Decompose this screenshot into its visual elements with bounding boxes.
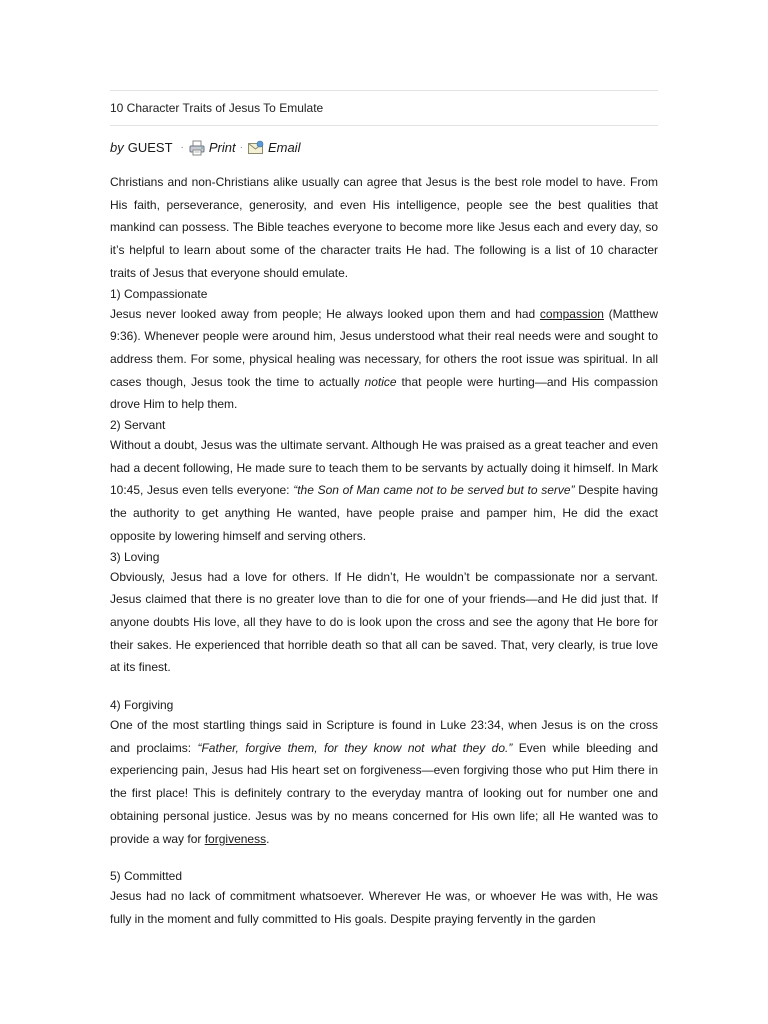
text-span: One of the most startling things said in Scripture is found in Luke 23:34, when Jesus is on the cross and proclaims: [110,718,658,755]
compassion-link[interactable]: compassion [539,306,604,321]
byline-separator: · [180,142,184,153]
author-name: GUEST [127,140,173,155]
print-button[interactable] [188,140,236,156]
section-heading-compassionate: 1) Compassionate [110,286,208,301]
article-body [110,171,658,931]
envelope-icon [247,140,265,156]
section-body-committed: Jesus had no lack of commitment whatsoever. Wherever He was, or whoever He was with, He was fully in the moment and fully committed to His goals. Despite praying fervently in the garden [110,889,658,926]
byline-by: by [110,140,124,155]
title-divider [110,125,658,126]
paragraph-gap [110,679,658,696]
section-heading-forgiving: 4) Forgiving [110,698,174,713]
printer-icon [188,140,206,156]
section-body-servant [110,434,658,548]
section-heading-servant: 2) Servant [110,418,166,433]
intro-paragraph: Christians and non-Christians alike usually can agree that Jesus is the best role model to have. From His faith, perseverance, generosity, and even His intelligence, people see the best qualities that mankind can possess. The Bible teaches everyone to become more like Jesus each and every day, so it’s helpful to learn about some of the character traits He had. The following is a list of 10 character traits of Jesus that everyone should emulate. [110,175,658,280]
article-title: 10 Character Traits of Jesus To Emulate [110,101,324,115]
byline-separator-2: · [239,142,243,153]
quote-mark-10-45: “the Son of Man came not to be served but to serve” [293,483,575,498]
section-body-loving: Obviously, Jesus had a love for others. If He didn’t, He wouldn’t be compassionate nor a servant. Jesus claimed that there is no greater love than to die for one of your friends—and He did just that. If anyone doubts His love, all they have to do is look upon the cross and see the agony that He bore for their sakes. He experienced that horrible death so that all can be saved. That, very clearly, is true love at its finest. [110,569,658,675]
print-label: Print [208,140,236,155]
quote-luke-23-34: “Father, forgive them, for they know not what they do.” [197,740,513,755]
article [110,90,658,931]
section-heading-committed: 5) Committed [110,869,183,884]
section-body-compassionate [110,303,658,417]
byline [110,137,658,159]
text-span: . [266,831,270,846]
text-span: that people were hurting—and His compassion drove Him to help them. [110,374,658,412]
paragraph-gap [110,850,658,867]
text-span: (Matthew 9:36). Whenever people were around him, Jesus understood what their real needs were and sought to address them. For some, physical healing was necessary, for others the root issue was spiritual. In all cases though, Jesus took the time to actually [110,306,658,389]
emphasis-notice: notice [364,374,397,389]
section-body-forgiving [110,714,658,850]
email-button[interactable] [247,140,301,156]
email-label: Email [267,140,301,155]
text-span: Even while bleeding and experiencing pain, Jesus had His heart set on forgiveness—even forgiving those who put Him there in the first place! This is definitely contrary to the everyday mantra of looking out for number one and obtaining personal justice. Jesus was by no means concerned for His own life; all He wanted was to provide a way for [110,740,658,846]
section-heading-loving: 3) Loving [110,549,160,564]
forgiveness-link[interactable]: forgiveness [204,831,267,846]
text-span: Without a doubt, Jesus was the ultimate servant. Although He was praised as a great teacher and even had a decent following, He made sure to teach them to be servants by actually doing it himself. In Mark 10:45, Jesus even tells everyone: [110,438,658,498]
text-span: Despite having the authority to get anything He wanted, have people praise and pamper him, He did the exact opposite by lowering himself and serving others. [110,483,658,543]
text-span: Jesus never looked away from people; He always looked upon them and had [110,306,540,321]
